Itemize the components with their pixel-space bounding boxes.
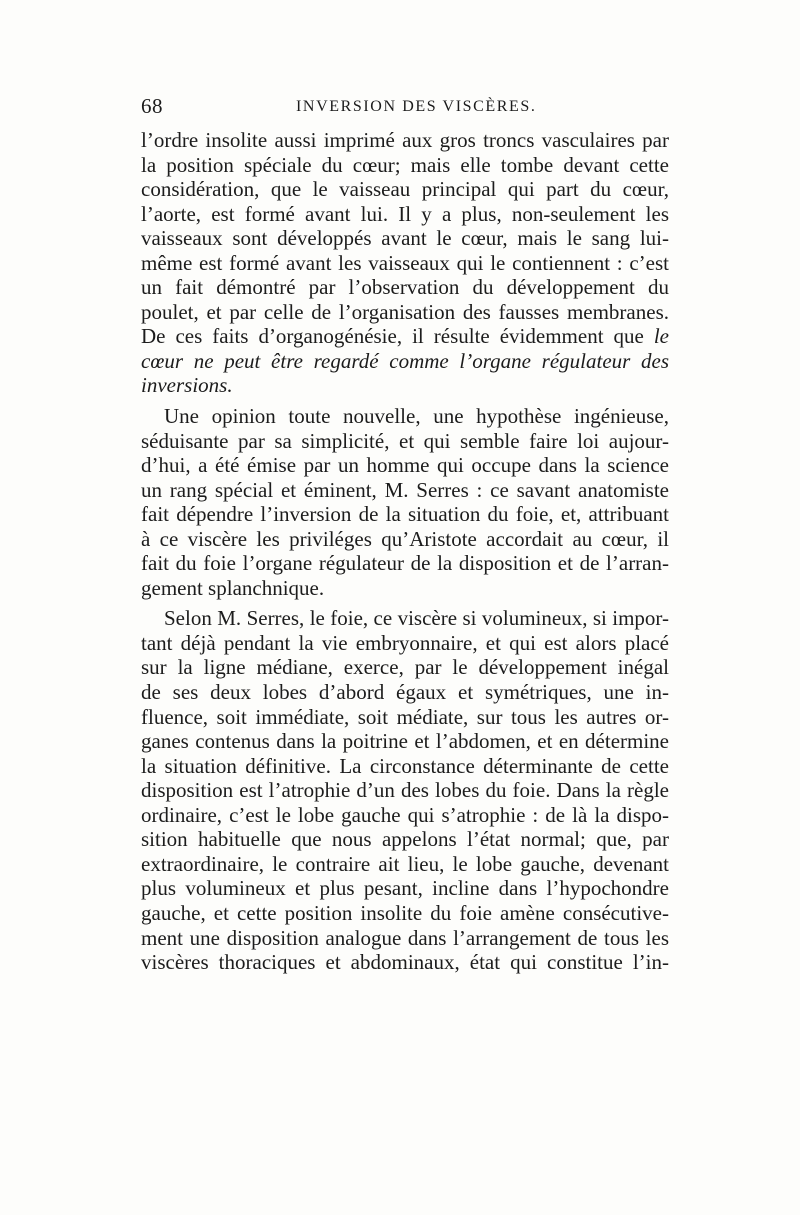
text-line: ganes contenus dans la poitrine et l’abdomen, et en détermine [141,729,669,754]
paragraph-1 [141,128,669,398]
text-line: à ce viscère les priviléges qu’Aristote accordait au cœur, il [141,526,669,551]
text-line: la position spéciale du cœur; mais elle tombe devant cette [141,152,669,177]
text-line [141,324,669,349]
text-line: d’hui, a été émise par un homme qui occupe dans la science [141,453,669,478]
text-line-italic: inversions. [141,373,233,398]
running-title: INVERSION DES VISCÈRES. [296,98,537,115]
paragraph-3 [141,606,669,974]
text-line: disposition est l’atrophie d’un des lobes du foie. Dans la règle [141,778,669,803]
paragraph-2 [141,404,669,600]
text-line: sition habituelle que nous appelons l’état normal; que, par [141,827,669,852]
text-line: vaisseaux sont développés avant le cœur, mais le sang lui- [141,226,669,251]
text-line: fait du foie l’organe régulateur de la disposition et de l’arran- [141,551,669,576]
text-line: séduisante par sa simplicité, et qui semble faire loi aujour- [141,428,669,453]
text-line: plus volumineux et plus pesant, incline dans l’hypochondre [141,876,669,901]
text-line-italic: cœur ne peut être regardé comme l’organe régulateur des [141,348,669,373]
text-line: viscères thoraciques et abdominaux, état qui constitue l’in- [141,950,669,975]
text-line-italic-end: le [653,324,669,349]
text-line: la situation définitive. La circonstance déterminante de cette [141,753,669,778]
text-line: tant déjà pendant la vie embryonnaire, et qui est alors placé [141,630,669,655]
text-line: l’ordre insolite aussi imprimé aux gros troncs vasculaires par [141,128,669,152]
text-line: sur la ligne médiane, exerce, par le développement inégal [141,655,669,680]
text-line: gauche, et cette position insolite du foie amène consécutive- [141,900,669,925]
page-number: 68 [141,94,163,118]
text-line: poulet, et par celle de l’organisation des fausses membranes. [141,299,669,324]
text-line: un rang spécial et éminent, M. Serres : ce savant anatomiste [141,477,669,502]
text-line: Une opinion toute nouvelle, une hypothèse ingénieuse, [164,404,669,429]
running-head [141,94,671,120]
text-line: considération, que le vaisseau principal qui part du cœur, [141,177,669,202]
text-line: un fait démontré par l’observation du développement du [141,275,669,300]
text-line: de ses deux lobes d’abord égaux et symétriques, une in- [141,680,669,705]
text-line: gement splanchnique. [141,575,325,600]
text-line: Selon M. Serres, le foie, ce viscère si volumineux, si impor- [164,606,669,631]
text-line: fait dépendre l’inversion de la situation du foie, et, attribuant [141,502,669,527]
text-line: même est formé avant les vaisseaux qui le contiennent : c’est [141,250,669,275]
text-line: ordinaire, c’est le lobe gauche qui s’atrophie : de là la dispo- [141,802,669,827]
text-line-roman: De ces faits d’organogénésie, il résulte évidemment que [141,324,644,349]
text-line: l’aorte, est formé avant lui. Il y a plus, non-seulement les [141,201,669,226]
body-text [141,128,669,975]
text-line: fluence, soit immédiate, soit médiate, sur tous les autres or- [141,704,669,729]
text-line: extraordinaire, le contraire ait lieu, le lobe gauche, devenant [141,851,669,876]
text-line: ment une disposition analogue dans l’arrangement de tous les [141,925,669,950]
